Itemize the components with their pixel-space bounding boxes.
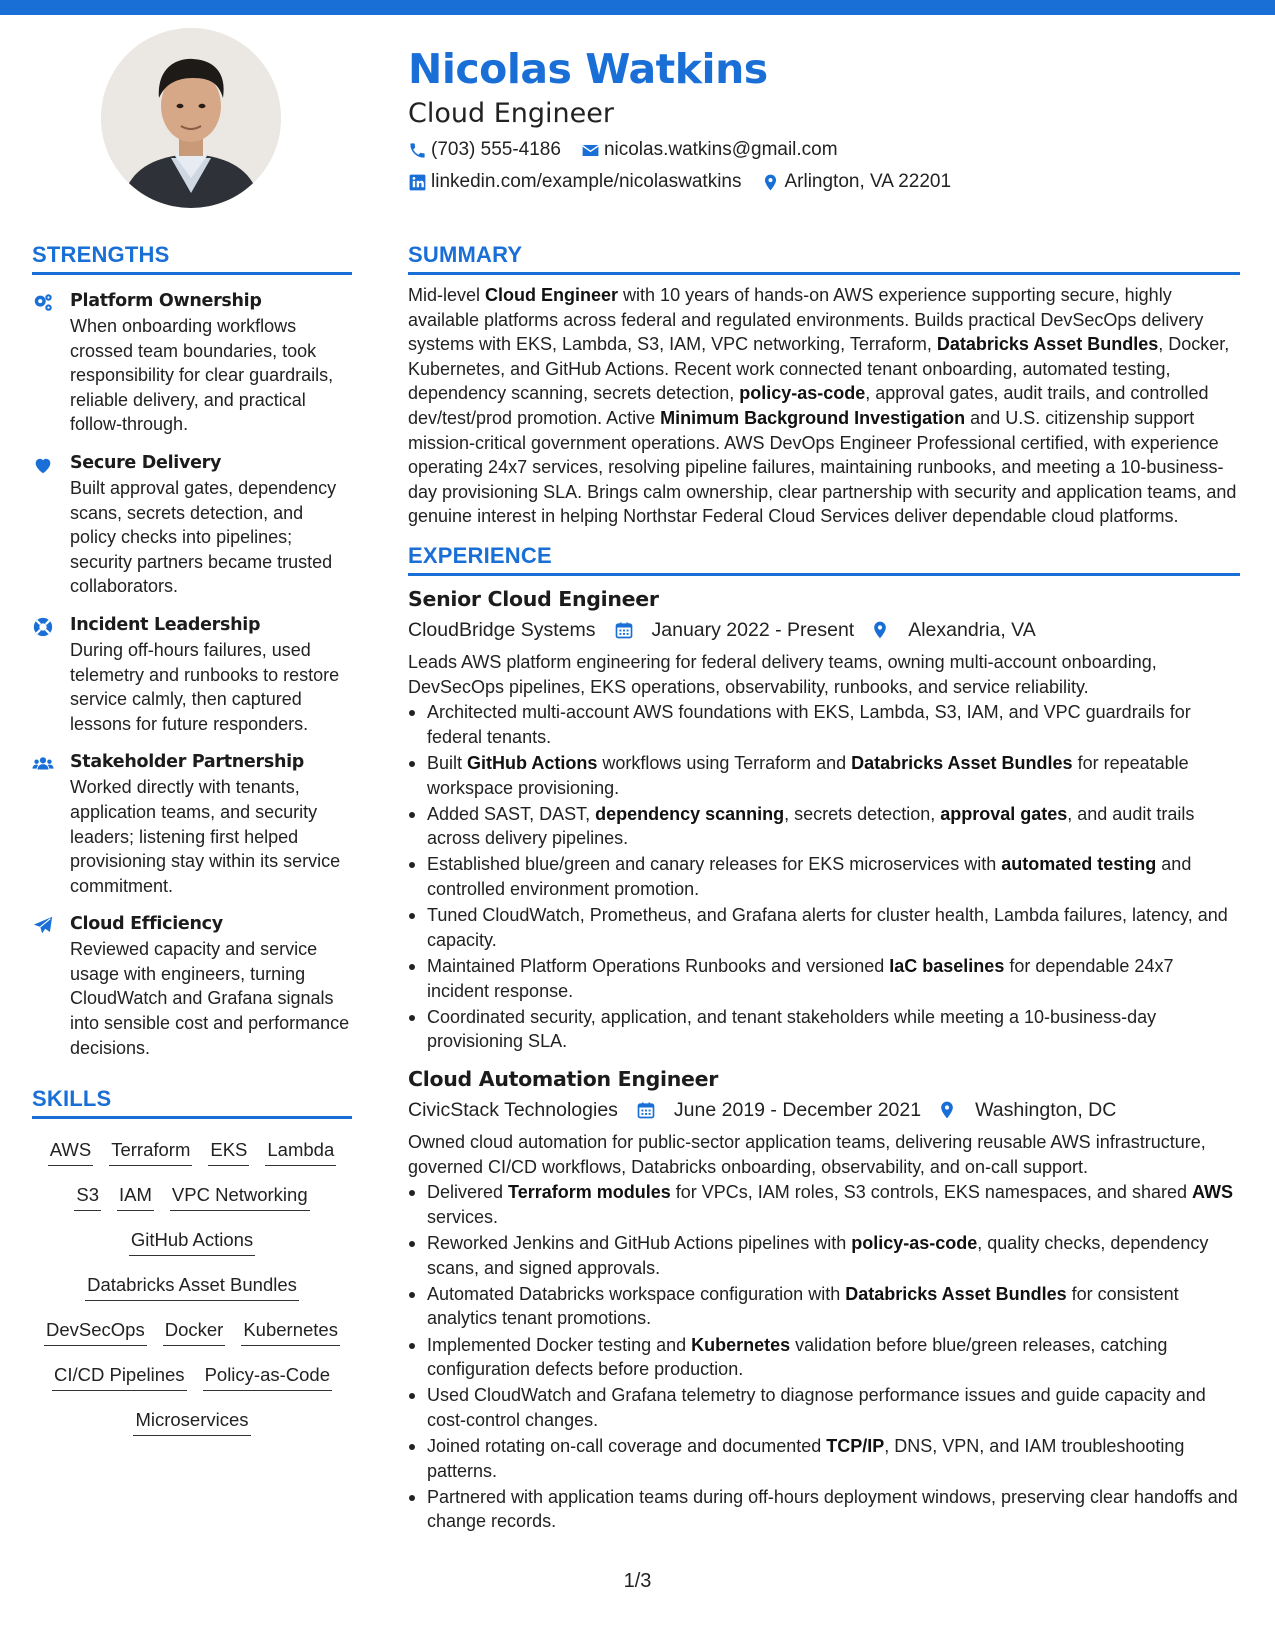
- bullet-item: Tuned CloudWatch, Prometheus, and Grafana alerts for cluster health, Lambda failures, latency, and capacity.: [408, 903, 1240, 952]
- skill-tag: Policy-as-Code: [203, 1363, 332, 1391]
- strength-desc: Built approval gates, dependency scans, secrets detection, and policy checks into pipelines; security partners became trusted collaborators.: [70, 477, 337, 597]
- job-location: [870, 615, 1036, 645]
- strength-desc: Worked directly with tenants, application teams, and security leaders; listening first helped provisioning stay within its service commitment.: [70, 777, 341, 896]
- portrait-illustration: [101, 28, 281, 208]
- emphasis: TCP/IP: [826, 1436, 885, 1457]
- bullet-item: Built GitHub Actions workflows using Terraform and Databricks Asset Bundles for repeatable workspace provisioning.: [408, 751, 1240, 800]
- strength-item: [32, 912, 352, 1060]
- job-location-text: Washington, DC: [975, 1099, 1117, 1121]
- emphasis: automated testing: [1001, 854, 1157, 875]
- skill-row: [32, 1174, 352, 1219]
- bullet-item: Delivered Terraform modules for VPCs, IAM roles, S3 controls, EKS namespaces, and shared AWS services.: [408, 1180, 1240, 1229]
- resume-header: [408, 40, 1238, 196]
- emphasis: Minimum Background Investigation: [660, 407, 966, 428]
- job-meta: [408, 615, 1240, 645]
- job-intro: Owned cloud automation for public-sector application teams, delivering reusable AWS infrastructure, governed CI/CD workflows, Databricks onboarding, observability, and on-call support.: [408, 1132, 1206, 1177]
- skill-tag: Microservices: [133, 1408, 250, 1436]
- skill-row: [32, 1354, 352, 1399]
- right-column: [408, 240, 1240, 1534]
- job-bullets: [408, 700, 1240, 1054]
- emphasis: Cloud Engineer: [485, 285, 619, 305]
- job-bullets: [408, 1180, 1240, 1534]
- skill-tag: Terraform: [109, 1138, 192, 1166]
- calendar-icon: [636, 1100, 656, 1120]
- skill-tag: Lambda: [265, 1138, 336, 1166]
- bullet-item: Reworked Jenkins and GitHub Actions pipelines with policy-as-code, quality checks, dependency scans, and signed approvals.: [408, 1231, 1240, 1280]
- strength-desc: When onboarding workflows crossed team boundaries, took responsibility for clear guardrails, reliable delivery, and practical follow-through.: [70, 316, 334, 435]
- map-pin-icon: [937, 1100, 957, 1120]
- calendar-icon: [614, 620, 634, 640]
- heart-icon: [32, 454, 54, 476]
- strength-title: Cloud Efficiency: [70, 914, 223, 935]
- skill-row: [32, 1399, 352, 1444]
- contact-row-2: [408, 168, 1238, 196]
- paper-plane-icon: [32, 915, 54, 937]
- map-pin-icon: [761, 173, 780, 192]
- job-dates-text: January 2022 - Present: [651, 618, 855, 641]
- emphasis: Databricks Asset Bundles: [936, 334, 1159, 355]
- location-text: Arlington, VA 22201: [784, 171, 952, 192]
- emphasis: AWS: [1192, 1182, 1234, 1203]
- skill-row: [32, 1219, 352, 1264]
- bullet-item: Used CloudWatch and Grafana telemetry to diagnose performance issues and guide capacity and cost-control changes.: [408, 1383, 1240, 1432]
- gears-icon: [32, 292, 54, 314]
- skill-tag: CI/CD Pipelines: [52, 1363, 187, 1391]
- skill-row: [32, 1309, 352, 1354]
- left-column: [32, 240, 352, 1444]
- job-dates: [614, 615, 855, 645]
- phone-text: (703) 555-4186: [431, 139, 561, 160]
- strength-desc: Reviewed capacity and service usage with engineers, turning CloudWatch and Grafana signals into sensible cost and performance decisions.: [70, 939, 350, 1058]
- contact-location: [761, 168, 951, 196]
- bullet-item: Implemented Docker testing and Kubernetes validation before blue/green releases, catching configuration defects before production.: [408, 1333, 1240, 1382]
- users-icon: [32, 753, 54, 775]
- emphasis: Kubernetes: [691, 1334, 791, 1355]
- emphasis: policy-as-code: [851, 1232, 978, 1253]
- skill-tag: VPC Networking: [170, 1183, 310, 1211]
- strength-desc: During off-hours failures, used telemetry and runbooks to restore service calmly, then captured lessons for future responders.: [70, 639, 340, 734]
- summary-heading: SUMMARY: [408, 240, 1240, 275]
- skill-tag: Databricks Asset Bundles: [85, 1273, 299, 1301]
- strength-title: Platform Ownership: [70, 291, 262, 311]
- job-company: CloudBridge Systems: [408, 618, 596, 641]
- job-title: Cloud Automation Engineer: [408, 1067, 719, 1091]
- skill-tag: S3: [74, 1183, 101, 1211]
- contact-row-1: [408, 136, 1238, 164]
- job-location-text: Alexandria, VA: [908, 618, 1036, 641]
- job-dates-text: June 2019 - December 2021: [673, 1099, 922, 1121]
- emphasis: Databricks Asset Bundles: [845, 1283, 1067, 1304]
- skills-list: [32, 1129, 352, 1444]
- bullet-item: Automated Databricks workspace configuration with Databricks Asset Bundles for consistent analytics tenant promotions.: [408, 1282, 1240, 1331]
- candidate-role: Cloud Engineer: [408, 98, 614, 129]
- skill-tag: DevSecOps: [44, 1318, 147, 1346]
- strength-item: [32, 289, 352, 437]
- job-location: [937, 1095, 1116, 1125]
- contact-linkedin[interactable]: [408, 168, 741, 196]
- skill-tag: AWS: [48, 1138, 93, 1166]
- strength-title: Secure Delivery: [70, 452, 222, 473]
- emphasis: dependency scanning: [595, 803, 785, 824]
- emphasis: GitHub Actions: [467, 752, 598, 773]
- strength-title: Incident Leadership: [70, 614, 261, 635]
- strength-title: Stakeholder Partnership: [70, 752, 305, 773]
- strength-item: [32, 613, 352, 736]
- phone-icon: [408, 141, 427, 160]
- job-intro: Leads AWS platform engineering for federal delivery teams, owning multi-account onboarding, DevSecOps pipelines, EKS operations, observability, runbooks, and service reliability.: [408, 651, 1157, 697]
- experience-list: [408, 584, 1240, 1534]
- profile-photo: [101, 28, 281, 208]
- map-pin-icon: [870, 620, 890, 640]
- bullet-item: Architected multi-account AWS foundations with EKS, Lambda, S3, IAM, and VPC guardrails for federal tenants.: [408, 700, 1240, 749]
- bullet-item: Maintained Platform Operations Runbooks and versioned IaC baselines for dependable 24x7 incident response.: [408, 954, 1240, 1003]
- job-entry: [408, 1064, 1240, 1534]
- strengths-heading: STRENGTHS: [32, 240, 352, 275]
- life-ring-icon: [32, 616, 54, 638]
- experience-heading: EXPERIENCE: [408, 541, 1240, 576]
- job-dates: [636, 1095, 921, 1125]
- page-number: 1/3: [623, 1570, 652, 1592]
- skill-tag: Docker: [163, 1318, 226, 1346]
- strength-item: [32, 451, 352, 599]
- job-company: CivicStack Technologies: [408, 1099, 618, 1121]
- skills-heading: SKILLS: [32, 1084, 352, 1119]
- bullet-item: Partnered with application teams during off-hours deployment windows, preserving clear handoffs and change records.: [408, 1485, 1240, 1534]
- emphasis: Terraform modules: [508, 1182, 671, 1203]
- bullet-item: Established blue/green and canary releases for EKS microservices with automated testing and controlled environment promotion.: [408, 852, 1240, 901]
- linkedin-text: linkedin.com/example/nicolaswatkins: [431, 171, 742, 192]
- linkedin-icon: [408, 173, 427, 192]
- skill-row: [32, 1129, 352, 1174]
- emphasis: Databricks Asset Bundles: [851, 752, 1073, 773]
- emphasis: approval gates: [940, 803, 1068, 824]
- skill-row: [32, 1264, 352, 1309]
- skill-tag: IAM: [117, 1183, 154, 1211]
- emphasis: IaC baselines: [889, 956, 1005, 977]
- contact-email[interactable]: [581, 136, 838, 164]
- job-entry: [408, 584, 1240, 1054]
- job-title: Senior Cloud Engineer: [408, 586, 659, 611]
- email-text: nicolas.watkins@gmail.com: [603, 139, 838, 160]
- skill-tag: GitHub Actions: [129, 1228, 255, 1256]
- strength-item: [32, 750, 352, 898]
- bullet-item: Joined rotating on-call coverage and documented TCP/IP, DNS, VPN, and IAM troubleshooting patterns.: [408, 1434, 1240, 1483]
- candidate-name: Nicolas Watkins: [408, 45, 768, 93]
- bullet-item: Coordinated security, application, and tenant stakeholders while meeting a 10-business-day provisioning SLA.: [408, 1005, 1240, 1054]
- skill-tag: Kubernetes: [241, 1318, 340, 1346]
- envelope-icon: [581, 141, 600, 160]
- job-meta: [408, 1095, 1240, 1125]
- contact-phone[interactable]: [408, 136, 561, 164]
- summary-text: Mid-level Cloud Engineer with 10 years of hands-on AWS experience supporting secure, highly available platforms across federal and regulated environments. Builds practical DevSecOps delivery systems with EKS, Lambda, S3, IAM, VPC networking, Terraform, Databricks Asset Bundles, Docker, Kubernetes, and GitHub Actions. Recent work connected tenant onboarding, automated testing, dependency scanning, secrets detection, policy-as-code, approval gates, audit trails, and controlled dev/test/prod promotion. Active Minimum Background Investigation and U.S. citizenship support mission-critical government operations. AWS DevOps Engineer Professional certified, with experience operating 24x7 services, resolving pipeline failures, maintaining runbooks, and meeting a 10-business-day provisioning SLA. Brings calm ownership, clear partnership with security and application teams, and genuine interest in helping Northstar Federal Cloud Services deliver dependable cloud platforms.: [408, 285, 1237, 527]
- emphasis: policy-as-code: [739, 383, 866, 404]
- top-accent-bar: [0, 0, 1275, 15]
- bullet-item: Added SAST, DAST, dependency scanning, secrets detection, approval gates, and audit trails across delivery pipelines.: [408, 802, 1240, 851]
- skill-tag: EKS: [208, 1138, 249, 1166]
